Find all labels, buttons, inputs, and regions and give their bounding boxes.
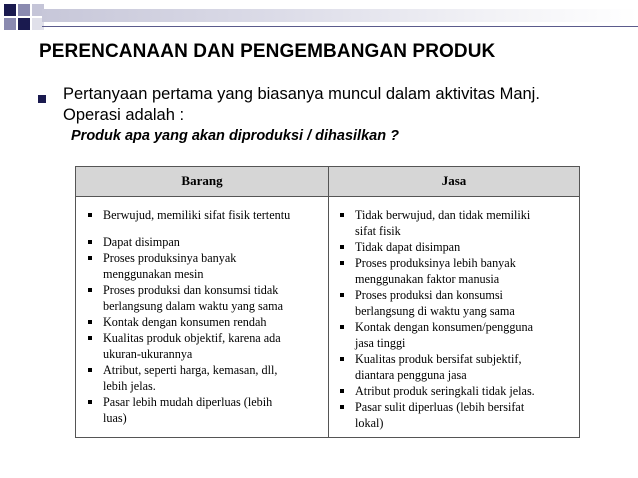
barang-item-line: Proses produksi dan konsumsi tidak xyxy=(103,283,279,297)
decor-square-4 xyxy=(4,18,16,30)
barang-item-line: Kualitas produk objektif, karena ada xyxy=(103,331,281,345)
barang-item-line: Pasar lebih mudah diperluas (lebih xyxy=(103,395,273,409)
intro-line-1: Pertanyaan pertama yang biasanya muncul dalam aktivitas Manj. xyxy=(63,85,540,103)
question-text: Produk apa yang akan diproduksi / dihasilkan ? xyxy=(71,128,399,144)
column-divider xyxy=(328,167,329,437)
barang-item-line: Proses produksinya banyak xyxy=(103,251,237,265)
barang-list xyxy=(86,207,324,426)
jasa-item xyxy=(338,399,574,431)
gradient-band xyxy=(42,9,638,22)
barang-item xyxy=(86,207,324,223)
comparison-table xyxy=(75,166,580,438)
jasa-item-line: berlangsung di waktu yang sama xyxy=(355,304,515,318)
barang-item xyxy=(86,362,324,394)
decor-square-1 xyxy=(4,4,16,16)
jasa-item-line: Kontak dengan konsumen/pengguna xyxy=(355,320,534,334)
barang-item xyxy=(86,250,324,282)
barang-item-line: berlangsung dalam waktu yang sama xyxy=(103,299,284,313)
decorative-header-bar xyxy=(0,0,638,40)
header-barang: Barang xyxy=(181,173,223,188)
jasa-item-line: sifat fisik xyxy=(355,224,401,238)
barang-item-line: ukuran-ukurannya xyxy=(103,347,193,361)
barang-item xyxy=(86,330,324,362)
jasa-list xyxy=(338,207,574,431)
barang-item-line: Dapat disimpan xyxy=(103,235,180,249)
barang-item xyxy=(86,234,324,250)
barang-item-line: luas) xyxy=(103,411,127,425)
barang-item xyxy=(86,394,324,426)
barang-item-line: menggunakan mesin xyxy=(103,267,204,281)
jasa-item-line: Tidak berwujud, dan tidak memiliki xyxy=(355,208,531,222)
jasa-item xyxy=(338,207,574,239)
jasa-item-line: Tidak dapat disimpan xyxy=(355,240,461,254)
barang-item-line: Atribut, seperti harga, kemasan, dll, xyxy=(103,363,278,377)
jasa-item-line: Pasar sulit diperluas (lebih bersifat xyxy=(355,400,525,414)
intro-paragraph xyxy=(63,84,623,126)
jasa-item-line: lokal) xyxy=(355,416,384,430)
barang-item xyxy=(86,314,324,330)
jasa-item-line: diantara pengguna jasa xyxy=(355,368,467,382)
intro-line-2: Operasi adalah : xyxy=(63,106,185,124)
barang-item-line: Kontak dengan konsumen rendah xyxy=(103,315,267,329)
jasa-item xyxy=(338,351,574,383)
decor-square-5 xyxy=(18,18,30,30)
barang-item-line: Berwujud, memiliki sifat fisik tertentu xyxy=(103,208,291,222)
barang-item xyxy=(86,282,324,314)
jasa-item xyxy=(338,383,574,399)
header-jasa: Jasa xyxy=(441,173,467,188)
jasa-item-line: menggunakan faktor manusia xyxy=(355,272,500,286)
decor-square-2 xyxy=(18,4,30,16)
slide-title: PERENCANAAN DAN PENGEMBANGAN PRODUK xyxy=(39,41,496,62)
bullet-marker-icon xyxy=(38,95,46,103)
header-rule xyxy=(42,26,638,27)
jasa-item xyxy=(338,319,574,351)
jasa-item-line: Proses produksinya lebih banyak xyxy=(355,256,516,270)
jasa-item-line: Proses produksi dan konsumsi xyxy=(355,288,503,302)
jasa-item xyxy=(338,287,574,319)
jasa-item-line: jasa tinggi xyxy=(355,336,406,350)
barang-item-line: lebih jelas. xyxy=(103,379,156,393)
jasa-item xyxy=(338,239,574,255)
jasa-item-line: Atribut produk seringkali tidak jelas. xyxy=(355,384,535,398)
jasa-item xyxy=(338,255,574,287)
jasa-item-line: Kualitas produk bersifat subjektif, xyxy=(355,352,522,366)
